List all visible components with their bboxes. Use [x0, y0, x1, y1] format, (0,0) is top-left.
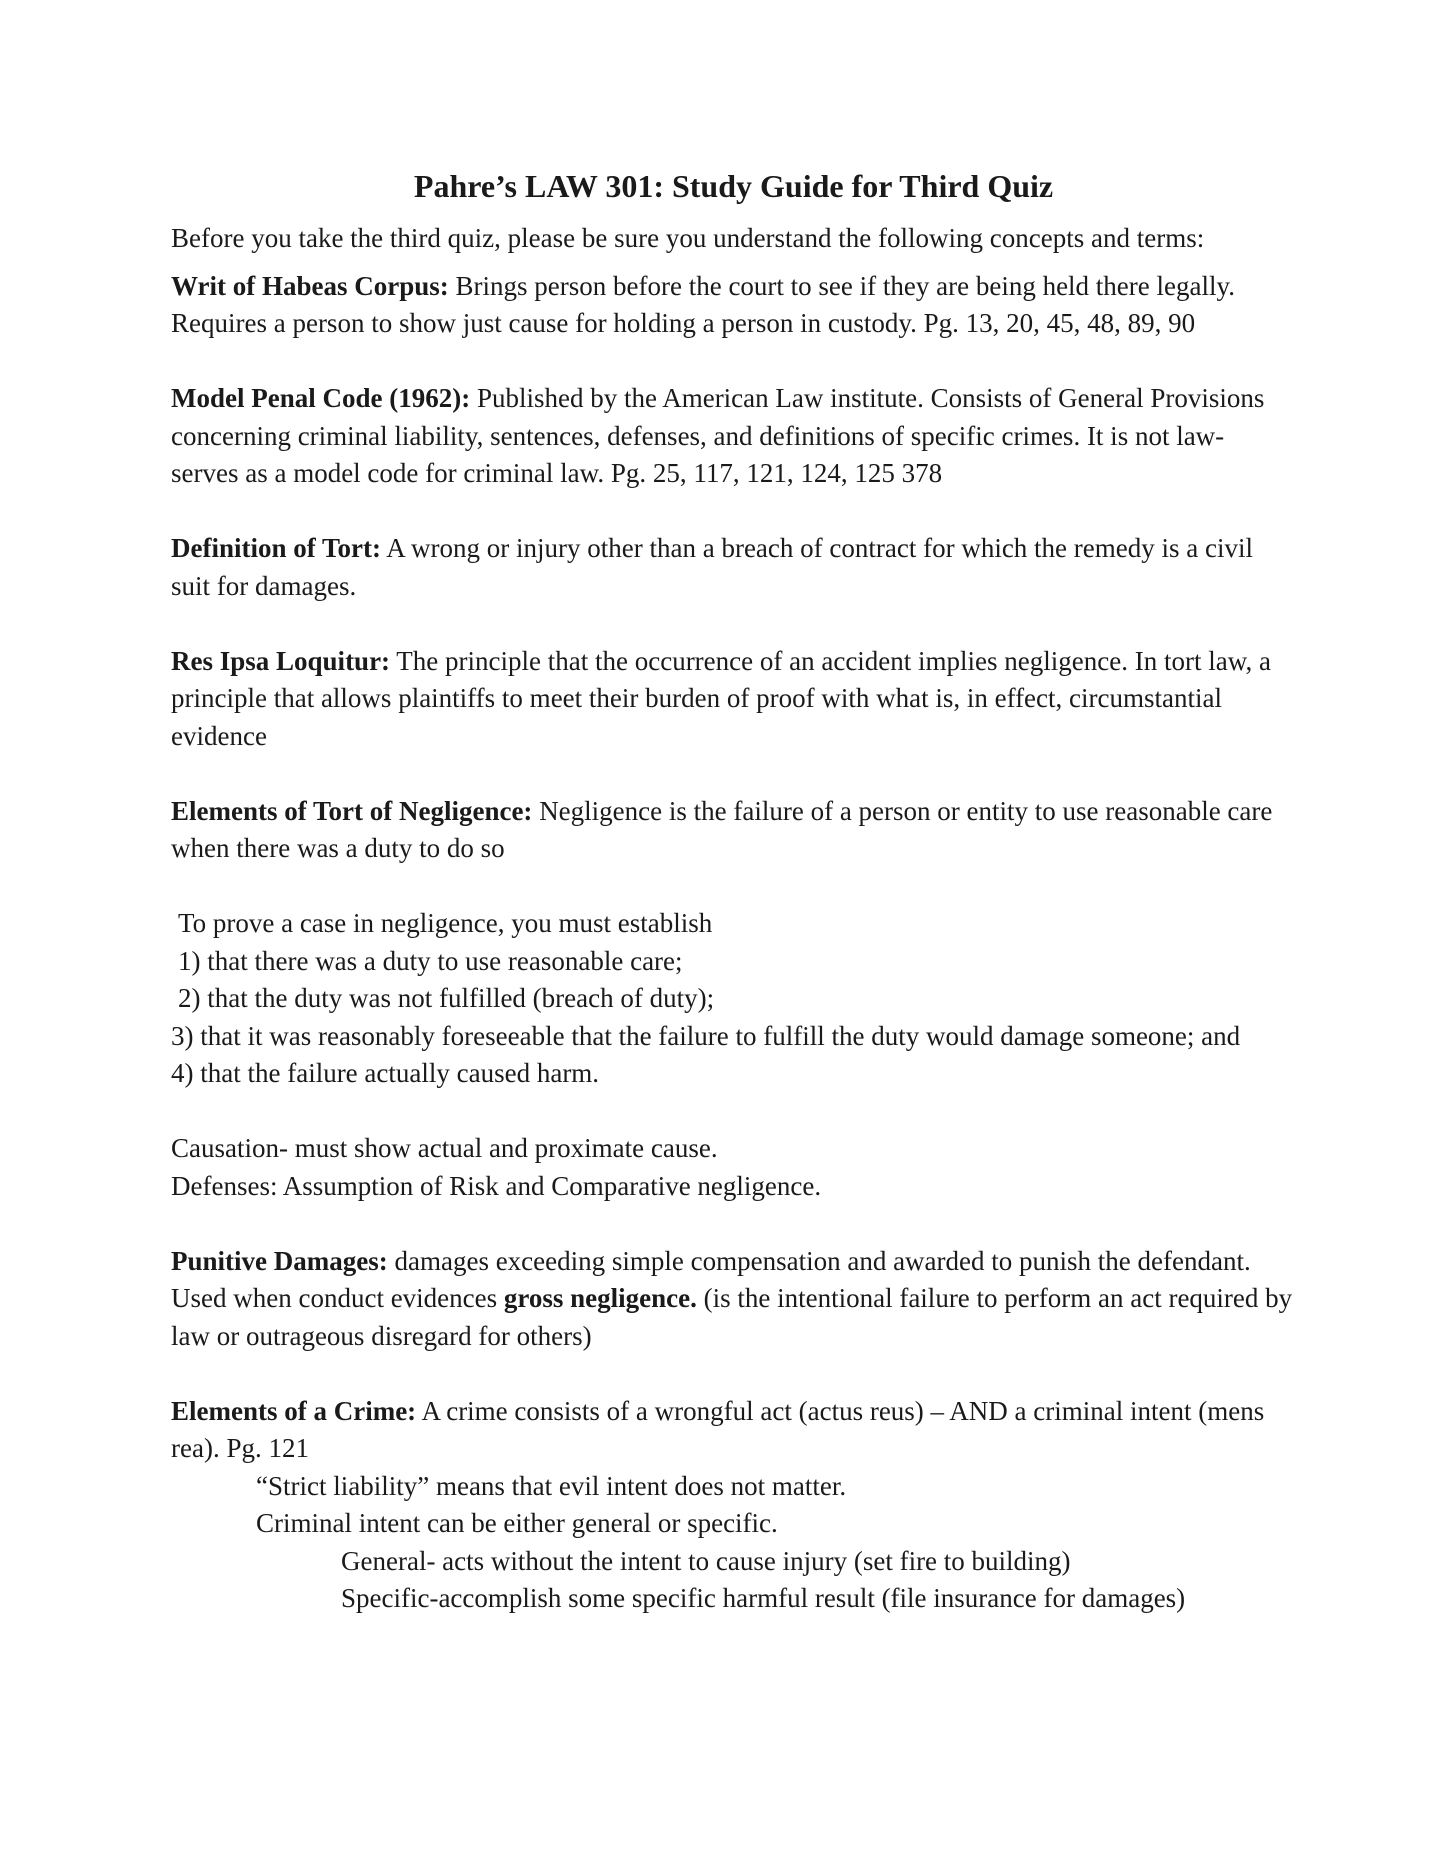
model-penal-code-definition: Published by the American Law institute. Consists of General Provisions concerning criminal liability, sentences, defenses, and definitions of specific crimes. It is not law- serves as a model code for criminal law. Pg. 25, 117, 121, 124, 125 378 — [171, 383, 1265, 488]
negligence-term: Elements of Tort of Negligence: — [171, 795, 533, 826]
punitive-damages-definition: damages exceeding simple compensation and awarded to punish the defendant. Used when conduct evidences — [171, 1245, 1251, 1313]
intro-paragraph: Before you take the third quiz, please be sure you understand the following concepts and terms: — [171, 223, 1205, 253]
gross-negligence-definition: (is the intentional failure to perform an act required by law or outrageous disregard for others) — [171, 1283, 1293, 1351]
res-ipsa-term: Res Ipsa Loquitur: — [171, 645, 391, 676]
crime-definition: A crime consists of a wrongful act (actus reus) – AND a criminal intent (mens rea). Pg. 121 — [171, 1395, 1265, 1463]
negligence-step-2: 2) that the duty was not fulfilled (breach of duty); — [178, 983, 715, 1013]
tort-definition: A wrong or injury other than a breach of contract for which the remedy is a civil suit for damages. — [171, 533, 1253, 601]
defenses-line: Defenses: Assumption of Risk and Comparative negligence. — [171, 1170, 822, 1201]
criminal-intent-line: Criminal intent can be either general or specific. — [256, 1508, 778, 1538]
negligence-prove-intro: To prove a case in negligence, you must establish — [178, 908, 713, 938]
spacer — [171, 1205, 1296, 1243]
page-title: Pahre’s LAW 301: Study Guide for Third Quiz — [413, 168, 1054, 204]
negligence-step-4: 4) that the failure actually caused harm. — [171, 1058, 600, 1088]
res-ipsa-definition: The principle that the occurrence of an accident implies negligence. In tort law, a principle that allows plaintiffs to meet their burden of proof with what is, in effect, circumstantial evidence — [171, 645, 1271, 751]
negligence-definition: Negligence is the failure of a person or entity to use reasonable care when there was a duty to do so — [171, 795, 1273, 863]
habeas-corpus-definition: Brings person before the court to see if they are being held there legally. Requires a person to show just cause for holding a person in custody. Pg. 13, 20, 45, 48, 89, 90 — [171, 270, 1235, 338]
spacer — [171, 493, 1296, 531]
spacer — [171, 343, 1296, 381]
causation-line: Causation- must show actual and proximate cause. — [171, 1133, 718, 1163]
spacer — [171, 1093, 1296, 1131]
specific-intent-line: Specific-accomplish some specific harmful result (file insurance for damages) — [341, 1583, 1186, 1613]
habeas-corpus-entry — [171, 268, 1296, 343]
negligence-entry — [171, 793, 1296, 868]
punitive-damages-entry — [171, 1243, 1296, 1356]
tort-entry — [171, 530, 1296, 605]
negligence-step-3: 3) that it was reasonably foreseeable that the failure to fulfill the duty would damage someone; and — [171, 1020, 1241, 1051]
spacer — [171, 868, 1296, 906]
punitive-damages-term: Punitive Damages: — [171, 1245, 388, 1276]
spacer — [171, 1355, 1296, 1393]
negligence-step-1: 1) that there was a duty to use reasonable care; — [178, 945, 683, 976]
crime-entry — [171, 1393, 1296, 1468]
spacer — [171, 755, 1296, 793]
model-penal-code-entry — [171, 380, 1296, 493]
general-intent-line: General- acts without the intent to cause injury (set fire to building) — [341, 1545, 1071, 1576]
tort-term: Definition of Tort: — [171, 533, 382, 563]
model-penal-code-term: Model Penal Code (1962): — [171, 383, 471, 413]
gross-negligence-term: gross negligence. — [503, 1283, 697, 1313]
spacer — [171, 605, 1296, 643]
strict-liability-line: “Strict liability” means that evil intent does not matter. — [256, 1470, 847, 1501]
res-ipsa-entry — [171, 643, 1296, 756]
crime-term: Elements of a Crime: — [171, 1395, 417, 1426]
habeas-corpus-term: Writ of Habeas Corpus: — [171, 270, 449, 301]
